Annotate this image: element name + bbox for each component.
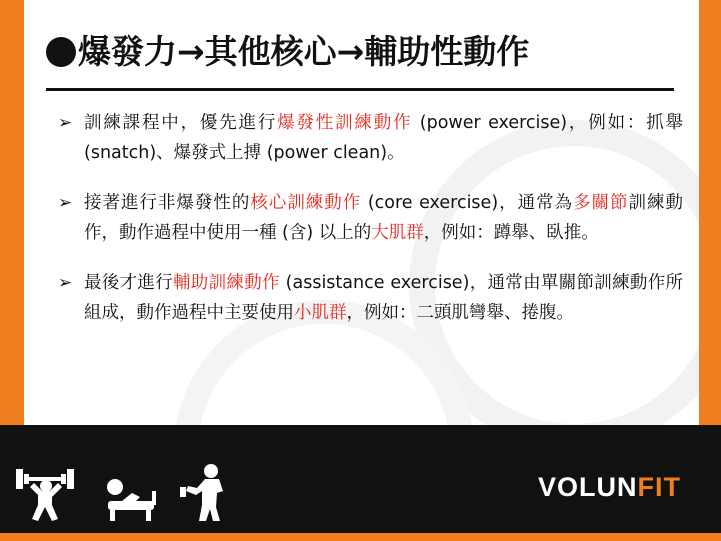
brand-logo [538, 472, 681, 503]
text-segment: 訓練課程中，優先進行 [84, 113, 278, 133]
weightlifter-icon [12, 461, 84, 523]
text-segment-highlight: 大肌群 [371, 223, 424, 243]
list-item [58, 188, 683, 248]
footer-bar [0, 425, 721, 541]
text-segment-highlight: 核心訓練動作 [250, 193, 362, 213]
bottom-accent-strip [0, 533, 721, 541]
list-item-text [84, 268, 683, 328]
trainer-icon [178, 461, 238, 523]
text-segment: (assistance exercise)，通常由單關節訓練動作所組成，動作過程中主要使用 [84, 273, 683, 323]
text-segment-highlight: 輔助訓練動作 [173, 273, 280, 293]
text-segment: 最後才進行 [84, 273, 173, 293]
text-segment: ，例如：二頭肌彎舉、捲腹。 [346, 303, 574, 323]
text-segment: ，例如：蹲舉、臥推。 [423, 223, 599, 243]
text-segment: (power exercise)，例如：抓舉 (snatch)、爆發式上搏 (power clean)。 [84, 113, 684, 163]
bullet-list [58, 108, 683, 348]
title-divider [46, 88, 674, 91]
text-segment: 接著進行非爆發性的 [84, 193, 251, 213]
list-item [58, 108, 683, 168]
arrow-bullet-icon: ➢ [58, 193, 73, 213]
brand-logo-accent: FIT [637, 472, 681, 502]
list-item-text [84, 108, 683, 168]
brand-logo-primary: VOLUN [538, 472, 638, 502]
page-title-text: 爆發力→其他核心→輔助性動作 [78, 32, 530, 71]
arrow-bullet-icon: ➢ [58, 113, 73, 133]
filled-circle-bullet-icon [46, 37, 76, 67]
text-segment: (core exercise)，通常為 [361, 193, 574, 213]
list-item [58, 268, 683, 328]
bench-press-icon [98, 471, 164, 523]
slide-content [24, 0, 699, 433]
text-segment: 訓練動作，動作過程中使用一種 (含) 以上的 [84, 193, 683, 243]
text-segment-highlight: 小肌群 [294, 303, 347, 323]
list-item-text [84, 188, 683, 248]
page-title [46, 26, 686, 73]
arrow-bullet-icon: ➢ [58, 273, 73, 293]
text-segment-highlight: 多關節 [573, 193, 629, 213]
footer-icons [12, 461, 238, 523]
text-segment-highlight: 爆發性訓練動作 [277, 113, 413, 133]
